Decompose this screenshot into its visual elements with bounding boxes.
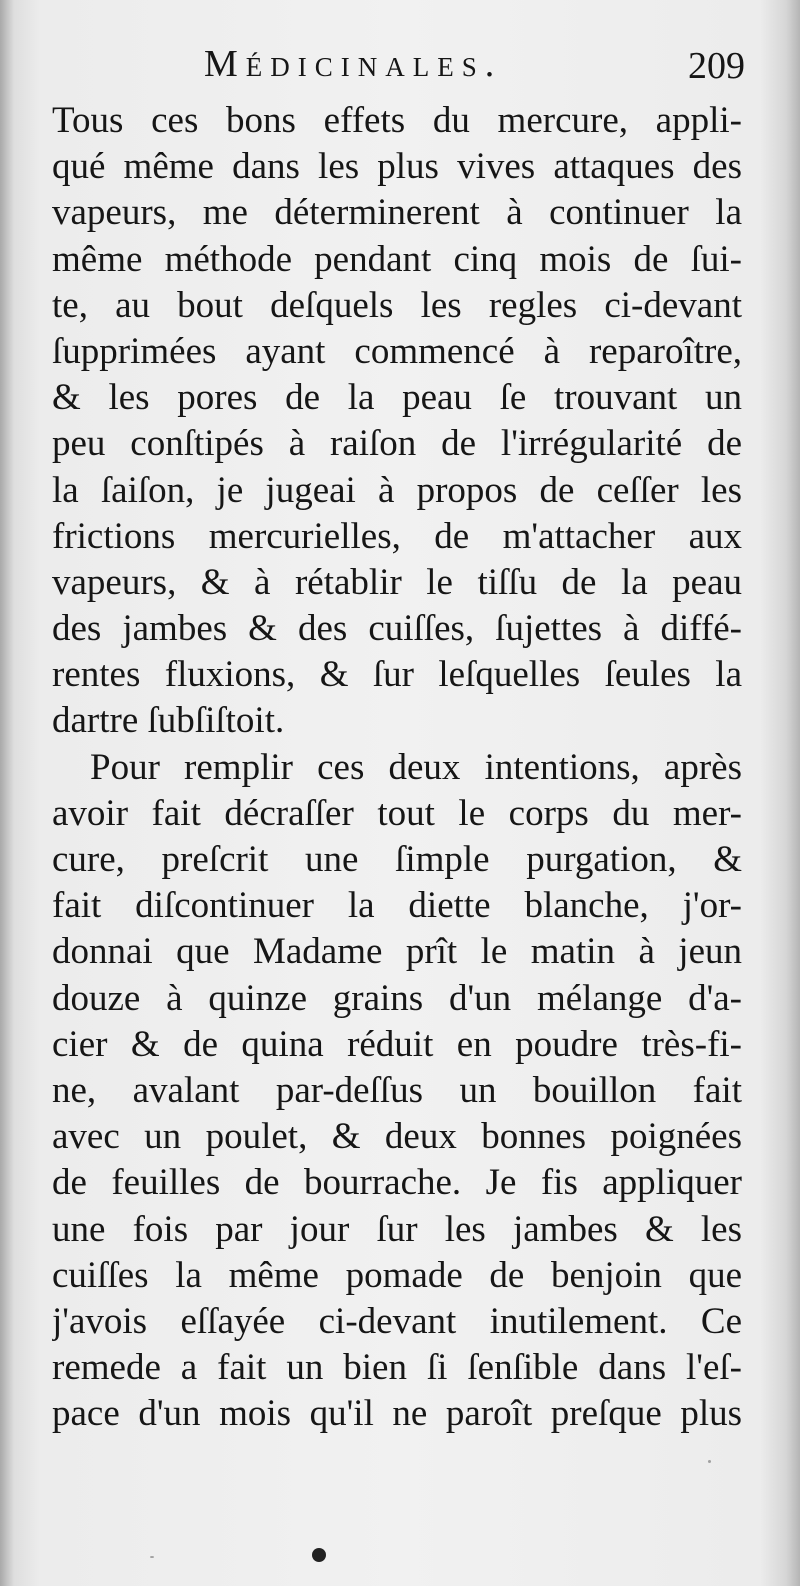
paragraph-2 [52,745,742,1438]
text-line: frictions mercurielles, de m'attacher aux [52,515,742,557]
text-line: cure, preſcrit une ſimple purgation, & [52,839,742,880]
text-line: remede a fait un bien ſi ſenſible dans l'eſ- [52,1347,742,1389]
text-line: Tous ces bons effets du mercure, appli- [52,100,742,141]
text-line: avoir fait décraſſer tout le corps du mer- [52,792,742,834]
paragraph-1 [52,98,742,745]
text-line: même méthode pendant cinq mois de ſui- [52,238,742,280]
text-line: Pour remplir ces deux intentions, après [90,746,742,788]
text-line: cuiſſes la même pomade de benjoin que [52,1254,742,1296]
text-line: vapeurs, & à rétablir le tiſſu de la peau [52,561,742,603]
text-line: douze à quinze grains d'un mélange d'a- [52,977,742,1019]
text-line: avec un poulet, & deux bonnes poignées [52,1116,742,1158]
text-line: de feuilles de bourrache. Je fis appliquer [52,1162,742,1204]
text-line: dartre ſubſiſtoit. [52,700,285,742]
body-text [52,98,742,1437]
page-number: 209 [688,45,745,87]
text-line: fait diſcontinuer la diette blanche, j'or- [52,885,742,927]
text-line: & les pores de la peau ſe trouvant un [52,377,742,419]
running-title: Médicinales. [204,43,503,85]
text-line: cier & de quina réduit en poudre très-fi- [52,1023,742,1065]
paper-speck [150,1556,154,1558]
text-line: te, au bout deſquels les regles ci-devant [52,284,742,326]
text-line: pace d'un mois qu'il ne paroît preſque plus [52,1393,742,1435]
text-line: ne, avalant par-deſſus un bouillon fait [52,1069,742,1111]
text-line: des jambes & des cuiſſes, ſujettes à diffé- [52,608,742,650]
text-line: ſupprimées ayant commencé à reparoître, [52,330,742,372]
text-line: j'avois eſſayée ci-devant inutilement. Ce [52,1300,742,1342]
text-line: une fois par jour ſur les jambes & les [52,1208,742,1250]
text-line: donnai que Madame prît le matin à jeun [52,931,742,973]
text-line: peu conſtipés à raiſon de l'irrégularité de [52,423,742,465]
text-line: la ſaiſon, je jugeai à propos de ceſſer les [52,469,742,511]
ink-dot-ornament [312,1548,326,1562]
text-line: qué même dans les plus vives attaques des [52,146,742,188]
page-header [50,38,745,98]
text-line: rentes fluxions, & ſur leſquelles ſeules la [52,654,742,696]
paper-speck [708,1460,711,1463]
text-line: vapeurs, me déterminerent à continuer la [52,192,742,234]
